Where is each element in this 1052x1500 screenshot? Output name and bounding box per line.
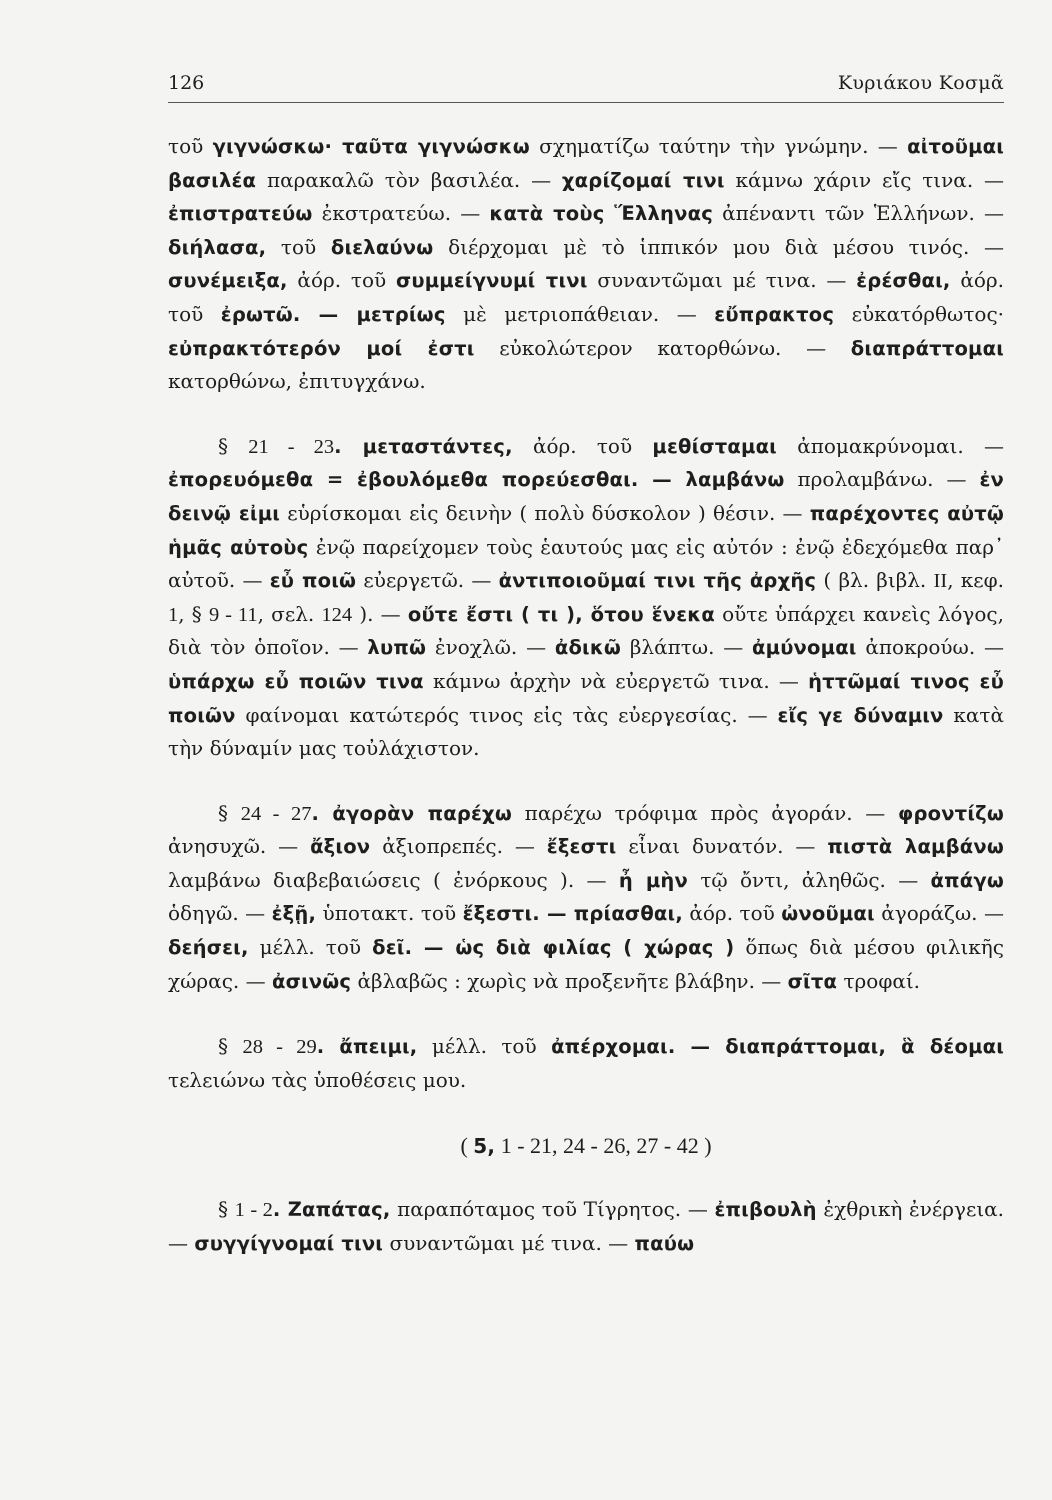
page-header — [168, 66, 1004, 103]
headword: ἔξεστι — [546, 835, 617, 859]
gloss-text: ἀπομακρύνομαι. — — [776, 433, 1005, 458]
page-body — [168, 130, 1004, 1260]
gloss-text: ἀπέναντι τῶν Ἑλλήνων. — — [712, 201, 1004, 226]
gloss-text: κάμνω ἀρχὴν νὰ εὐεργετῶ τινα. — — [423, 668, 809, 693]
gloss-text: 24 - 27 — [240, 802, 312, 825]
headword: ἀπάγω — [930, 868, 1004, 892]
gloss-text: διέρχομαι μὲ τὸ ἱππικόν μου διὰ μέσου τινός. — — [433, 234, 1004, 259]
gloss-text: ἀόρ. τοῦ — [512, 433, 653, 458]
headword: ἡττῶμαί τινος εὖ ποιῶν — [168, 669, 1004, 727]
gloss-text: παρέχω τρόφιμα πρὸς ἀγοράν. — — [511, 800, 898, 825]
headword: αἰτοῦμαι βασιλέα — [168, 135, 1005, 192]
glossary-paragraph — [168, 130, 1004, 398]
gloss-text: ἀόρ. τοῦ — [168, 268, 1004, 326]
gloss-text: τῷ ὄντι, ἀληθῶς. — — [687, 867, 931, 892]
gloss-text: § — [218, 1034, 243, 1059]
gloss-text: 1 — [168, 603, 179, 626]
gloss-text: τοῦ — [168, 134, 213, 158]
gloss-text: ὅπως διὰ μέσου φιλικῆς χώρας. — — [168, 935, 1004, 993]
gloss-text: παρακαλῶ τὸν βασιλέα. — — [256, 167, 562, 192]
gloss-text: φαίνομαι κατώτερός τινος εἰς τὰς εὐεργεσίας. — — [235, 702, 778, 727]
headword: γιγνώσκω· ταῦτα γιγνώσκω — [212, 135, 530, 158]
headword: εὐπρακτότερόν μοί ἐστι — [168, 336, 475, 360]
gloss-text: οὔτε ὑπάρχει κανεὶς λόγος, διὰ τὸν ὁποῖον. — — [168, 601, 1004, 660]
headword: συμμείγνυμί τινι — [395, 269, 588, 293]
gloss-text: § — [218, 1197, 235, 1222]
headword: ἔξεστι. — πρίασθαι, — [462, 902, 683, 926]
gloss-text: μέλλ. τοῦ — [248, 935, 373, 960]
headword: εἴς γε δύναμιν — [777, 703, 944, 727]
gloss-text: παραπόταμος τοῦ Τίγρητος. — — [390, 1197, 715, 1222]
headword: διήλασα, — [168, 235, 267, 259]
headword: διελαύνω — [330, 235, 434, 259]
headword: ἐπιστρατεύω — [168, 202, 313, 226]
gloss-text: ἐχθρικὴ ἐνέργεια. — — [168, 1197, 1005, 1255]
gloss-text: 28 - 29 — [242, 1036, 317, 1059]
gloss-text: ἀβλαβῶς : χωρὶς νὰ προξενῆτε βλάβην. — — [351, 968, 788, 993]
headword: ἀντιποιοῦμαί τινι τῆς ἀρχῆς — [498, 569, 817, 593]
headword: ἀπέρχομαι. — διαπράττομαι, ἃ δέομαι — [551, 1035, 1005, 1059]
headword: ἄξιον — [310, 835, 371, 859]
gloss-text: κατορθώνω, ἐπιτυγχάνω. — [168, 369, 426, 394]
gloss-text: 9 - 11 — [208, 603, 258, 626]
gloss-text: προλαμβάνω. — — [784, 467, 980, 492]
section-heading-open: ( — [460, 1133, 474, 1159]
headword: εὔπρακτος — [714, 302, 835, 326]
headword: λυπῶ — [367, 636, 427, 660]
headword: πιστὰ λαμβάνω — [827, 835, 1004, 859]
gloss-text: συναντῶμαι μέ τινα. — — [587, 268, 857, 293]
gloss-text: λαμβάνω διαβεβαιώσεις ( ἐνόρκους ). — — [168, 867, 619, 892]
headword: κατὰ τοὺς Ἕλληνας — [489, 202, 713, 226]
gloss-text: σχηματίζω ταύτην τὴν γνώμην. — — [529, 134, 908, 158]
headword: ἀμύνομαι — [752, 636, 857, 660]
headword: . ἄπειμι, — [316, 1035, 418, 1059]
headword: ἀδικῶ — [554, 636, 622, 660]
gloss-text: ἀόρ. τοῦ — [287, 268, 396, 293]
gloss-text: εὐεργετῶ. — — [356, 568, 499, 593]
headword: παύω — [634, 1231, 695, 1255]
gloss-text: , κεφ. — [947, 568, 1004, 593]
headword: ἀσινῶς — [271, 969, 352, 993]
headword: χαρίζομαί τινι — [561, 168, 725, 192]
gloss-text: 21 - 23 — [248, 435, 335, 458]
headword: ἐρωτῶ. — μετρίως — [220, 302, 446, 326]
headword: δεήσει, — [168, 936, 249, 960]
section-heading — [168, 1130, 1004, 1163]
headword: ἐπιβουλὴ — [714, 1198, 817, 1222]
running-head: Κυριάκου Κοσμᾶ — [837, 72, 1004, 94]
section-heading-range: 1 - 21, 24 - 26, 27 - 42 ) — [495, 1133, 712, 1159]
headword: σῖτα — [787, 969, 838, 993]
gloss-text: εὑρίσκομαι εἰς δεινὴν ( πολὺ δύσκολον ) θέσιν. — — [280, 500, 810, 525]
headword: εὖ ποιῶ — [269, 569, 357, 593]
gloss-text: , § — [178, 601, 209, 626]
gloss-text: § — [218, 800, 241, 825]
glossary-paragraph — [168, 1193, 1004, 1260]
headword: συνέμειξα, — [168, 269, 288, 293]
headword: . ἀγορὰν παρέχω — [311, 801, 512, 825]
headword: μεθίσταμαι — [652, 434, 777, 458]
gloss-text: ἀόρ. τοῦ — [682, 901, 782, 926]
gloss-text: 124 — [321, 603, 353, 626]
headword: ἐρέσθαι, — [856, 269, 951, 293]
gloss-text: ἀποκρούω. — — [856, 635, 1004, 660]
headword: συγγίγνομαί τινι — [194, 1231, 384, 1255]
gloss-text: τροφαί. — [837, 968, 921, 993]
gloss-text: μέλλ. τοῦ — [417, 1034, 552, 1059]
gloss-text: βλάπτω. — — [621, 635, 753, 660]
glossary-paragraph — [168, 797, 1004, 999]
headword: ὑπάρχω εὖ ποιῶν τινα — [168, 669, 424, 693]
gloss-text: ἀγοράζω. — — [874, 901, 1004, 926]
gloss-text: ἐνοχλῶ. — — [426, 635, 555, 660]
headword: οὔτε ἔστι ( τι ), ὅτου ἕνεκα — [407, 602, 715, 626]
headword: ἐπορευόμεθα = ἐβουλόμεθα πορεύεσθαι. — λαμβάνω — [168, 468, 785, 492]
gloss-text: 1 - 2 — [234, 1199, 273, 1222]
gloss-text: ὑποτακτ. τοῦ — [316, 901, 463, 926]
headword: ἦ μὴν — [618, 868, 688, 892]
glossary-paragraph — [168, 430, 1004, 765]
gloss-text: τελειώνω τὰς ὑποθέσεις μου. — [168, 1067, 467, 1092]
gloss-text: κατὰ τὴν δύναμίν μας τοὐλάχιστον. — [168, 702, 1004, 761]
glossary-paragraph — [168, 1030, 1004, 1096]
gloss-text: τοῦ — [266, 234, 331, 259]
gloss-text: εὐκολώτερον κατορθώνω. — — [474, 335, 851, 360]
gloss-text: ἐνῷ παρείχομεν τοὺς ἑαυτούς μας εἰς αὐτόν : ἐνῷ ἐδεχόμεθα παρ᾽ αὐτοῦ. — — [168, 534, 1004, 593]
headword: ἐξῇ, — [271, 902, 317, 926]
headword: διαπράττομαι — [850, 336, 1004, 360]
section-heading-book: 5, — [473, 1134, 496, 1159]
gloss-text: ( βλ. βιβλ. — [816, 568, 934, 593]
gloss-text: κάμνω χάριν εἴς τινα. — — [724, 167, 1004, 192]
headword: . Ζαπάτας, — [272, 1198, 391, 1222]
headword: ὠνοῦμαι — [781, 902, 875, 926]
gloss-text: ἀξιοπρεπές. — — [370, 834, 547, 859]
gloss-text: , σελ. — [257, 601, 322, 626]
headword: δεῖ. — ὡς διὰ φιλίας ( χώρας ) — [372, 936, 735, 960]
gloss-text: εἶναι δυνατόν. — — [616, 834, 828, 859]
gloss-text: ὁδηγῶ. — — [168, 901, 272, 926]
gloss-text: ἀνησυχῶ. — — [168, 834, 311, 859]
gloss-text: § — [218, 433, 249, 458]
headword: . μεταστάντες, — [334, 434, 513, 458]
gloss-text: II — [933, 570, 948, 593]
gloss-text: μὲ μετριοπάθειαν. — — [445, 301, 715, 326]
headword: φροντίζω — [897, 801, 1004, 825]
headword: παρέχοντες αὐτῷ ἡμᾶς αὐτοὺς — [168, 501, 1005, 559]
page-number: 126 — [168, 72, 205, 94]
gloss-text: συναντῶμαι μέ τινα. — — [383, 1230, 635, 1255]
gloss-text: ἐκστρατεύω. — — [312, 201, 490, 226]
gloss-text: εὐκατόρθωτος· — [834, 301, 1005, 326]
gloss-text: ). — — [352, 601, 408, 626]
headword: ἐν δεινῷ εἰμι — [168, 468, 1004, 525]
